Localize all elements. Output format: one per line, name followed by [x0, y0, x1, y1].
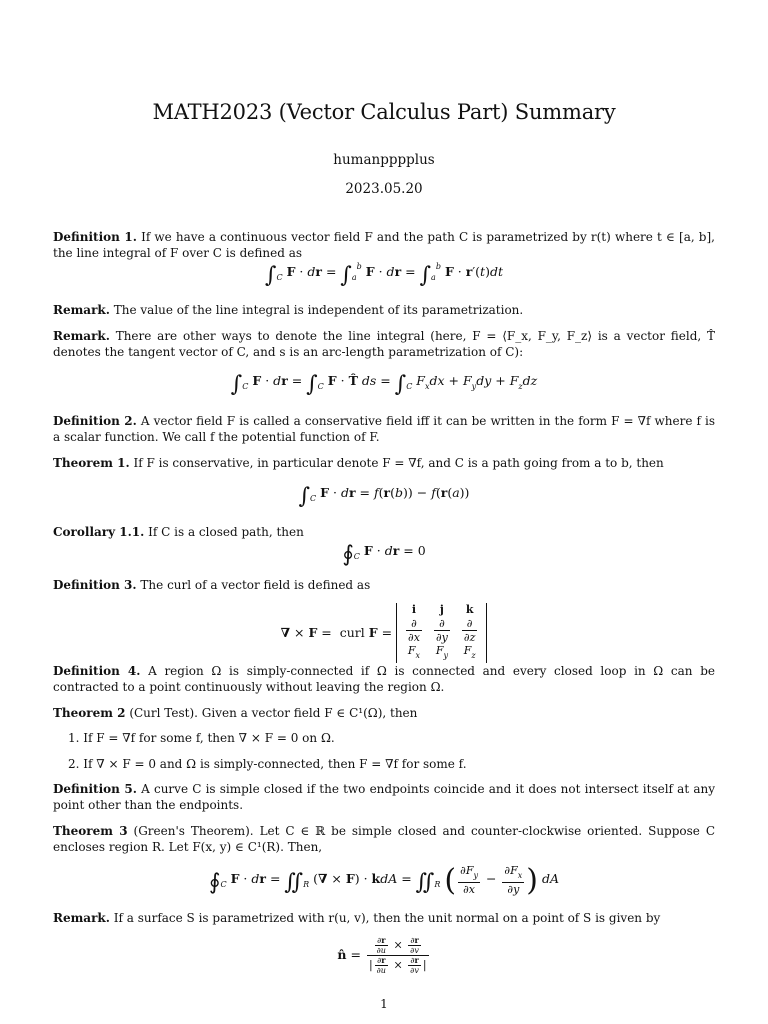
document-date: 2023.05.20 [345, 181, 423, 197]
equation-curl-definition [0, 603, 768, 663]
page-number: 1 [380, 997, 388, 1011]
corollary-1-1 [53, 524, 715, 540]
equation-closed-path-integral [0, 542, 768, 567]
definition-2-label: Definition 2. [53, 414, 137, 428]
definition-3-label: Definition 3. [53, 578, 137, 592]
list-number: 1. [68, 731, 80, 745]
list-number: 2. [68, 757, 80, 771]
equation-line-integral-notations [0, 372, 768, 397]
definition-1 [53, 229, 715, 261]
theorem-2-name: (Curl Test). [129, 706, 198, 720]
remark-3 [53, 910, 715, 926]
definition-1-text: If we have a continuous vector field F and the path C is parametrized by r(t) where t ∈ [a, b], the line integral of F over C is defined as [53, 230, 715, 260]
remark-3-label: Remark. [53, 911, 110, 925]
author-name: humanpppplus [333, 152, 435, 168]
theorem-2-label: Theorem 2 [53, 706, 126, 720]
equation-unit-normal [0, 936, 768, 975]
equation-6-content: $∮_C$ F · dr = $∬_R$ (∇ × F) · kdA = $∬_R$ ( $\frac{\partial F_y}{\partial x}$ − $\frac{\partial F_x}{\partial y}$ ) dA [208, 863, 560, 898]
theorem-1-text: If F is conservative, in particular denote F = ∇f, and C is a path going from a to b, then [133, 456, 664, 470]
equation-7-content: n̂ = $\frac{\partial r}{\partial u}$ × $\frac{\partial r}{\partial v}$ | $\frac{\partial r}{\partial u}$ × $\frac{\partial r}{\partial v}$ | [337, 935, 427, 975]
equation-greens-theorem [0, 863, 768, 898]
theorem-1 [53, 455, 715, 471]
equation-1-content: $\int_C$ F · dr = $\int_a^b$ F · dr = $\int_a^b$ F · r′(t)dt [264, 262, 503, 288]
equation-line-integral-definition [0, 262, 768, 288]
remark-2-label: Remark. [53, 329, 110, 343]
theorem-2-item-1-text: If F = ∇f for some f, then ∇ × F = 0 on Ω. [83, 731, 335, 745]
theorem-3-label: Theorem 3 [53, 824, 128, 838]
remark-1-text: The value of the line integral is independent of its parametrization. [113, 303, 524, 317]
theorem-3-text: Let C ∈ ℝ be simple closed and counter-clockwise oriented. Suppose C encloses region R. Let F(x, y) ∈ C¹(R). Then, [53, 824, 716, 854]
definition-1-label: Definition 1. [53, 230, 137, 244]
definition-4-text: A region Ω is simply-connected if Ω is connected and every closed loop in Ω can be contracted to a point continuously without leaving the region Ω. [53, 664, 715, 694]
equation-5-content: ∇ × F = curl F = i j k $\frac{\partial}{\partial x}$ $\frac{\partial}{\partial y}$ $\frac{\partial}{\partial z}$ $F_x$ $F_y$ $F_z$ [281, 625, 488, 640]
curl-determinant: i j k $\frac{\partial}{\partial x}$ $\frac{\partial}{\partial y}$ $\frac{\partial}{\partial z}$ $F_x$ $F_y$ $F_z$ [396, 603, 487, 663]
definition-2 [53, 413, 715, 445]
document-title: MATH2023 (Vector Calculus Part) Summary [152, 100, 616, 124]
theorem-3 [53, 823, 715, 855]
definition-4-label: Definition 4. [53, 664, 141, 678]
remark-1-label: Remark. [53, 303, 110, 317]
definition-3-text: The curl of a vector field is defined as [140, 578, 371, 592]
definition-3 [53, 577, 715, 593]
definition-5 [53, 781, 715, 813]
theorem-2-item-2 [68, 756, 708, 772]
theorem-2-item-2-text: If ∇ × F = 0 and Ω is simply-connected, then F = ∇f for some f. [83, 757, 467, 771]
remark-1 [53, 302, 715, 318]
theorem-2-item-1 [68, 730, 708, 746]
definition-2-text: A vector field F is called a conservative field iff it can be written in the form F = ∇f where f is a scalar function. We call f the potential function of F. [53, 414, 715, 444]
definition-4 [53, 663, 715, 695]
theorem-3-name: (Green's Theorem). [133, 824, 254, 838]
theorem-2 [53, 705, 715, 721]
remark-2-text: There are other ways to denote the line integral (here, F = ⟨F_x, F_y, F_z⟩ is a vector field, T̂ denotes the tangent vector of C, and s is an arc-length parametrization of C): [53, 329, 715, 359]
definition-5-text: A curve C is simple closed if the two endpoints coincide and it does not intersect itself at any point other than the endpoints. [53, 782, 715, 812]
remark-3-text: If a surface S is parametrized with r(u, v), then the unit normal on a point of S is given by [113, 911, 661, 925]
equation-2-content: $\int_C$ F · dr = $\int_C$ F · T̂ ds = $\int_C$ $F_xdx + F_ydy + F_zdz$ [230, 372, 538, 397]
corollary-text: If C is a closed path, then [148, 525, 304, 539]
equation-fundamental-theorem-line-integrals [0, 484, 768, 509]
equation-4-content: $∮_C$ F · dr = 0 [342, 542, 426, 567]
theorem-1-label: Theorem 1. [53, 456, 130, 470]
definition-5-label: Definition 5. [53, 782, 137, 796]
corollary-label: Corollary 1.1. [53, 525, 145, 539]
remark-2 [53, 328, 715, 360]
equation-3-content: $\int_C$ F · dr = f(r(b)) − f(r(a)) [298, 484, 470, 509]
theorem-2-text: Given a vector field F ∈ C¹(Ω), then [201, 706, 418, 720]
